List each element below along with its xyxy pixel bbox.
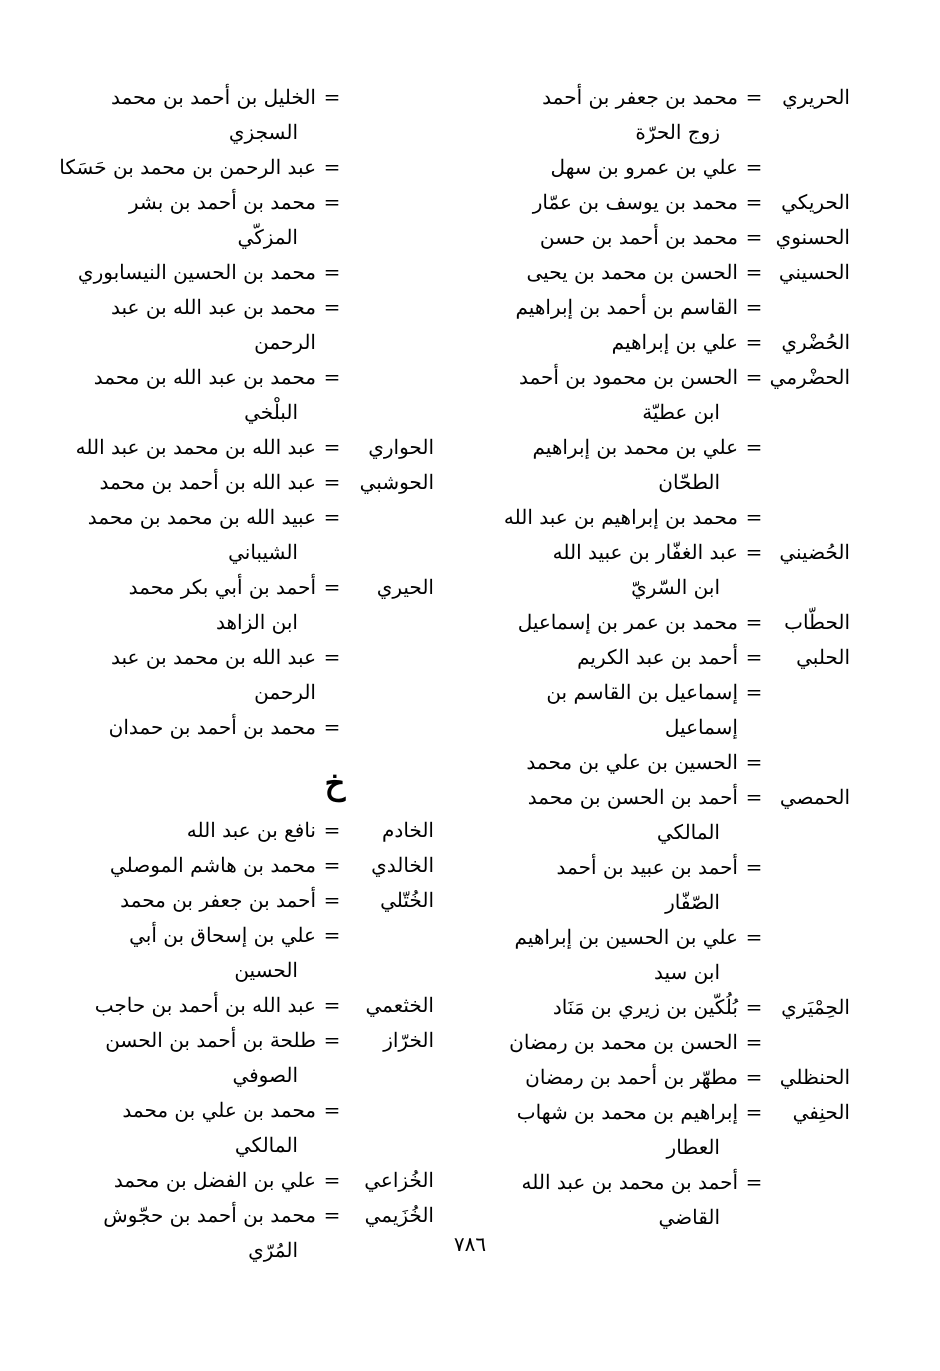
entry-surname: الحوشبي	[359, 470, 434, 494]
equals-sign: =	[745, 1030, 763, 1054]
entry-name: عبد الله بن محمد بن عبد الرحمن	[111, 645, 316, 704]
index-entry	[46, 500, 434, 570]
index-entry	[478, 185, 850, 220]
entry-names	[478, 430, 742, 500]
entry-names	[46, 430, 320, 465]
entry-name: محمد بن أحمد بن حمدان	[108, 715, 316, 739]
index-entry	[478, 220, 850, 255]
entry-name: علي بن إسحاق بن أبي	[129, 923, 316, 947]
index-entry	[46, 465, 434, 500]
index-entry	[46, 360, 434, 430]
entry-names	[478, 220, 742, 255]
entry-name-continuation: المزكّي	[237, 225, 298, 249]
entry-name-continuation: الحسين	[234, 958, 298, 982]
entry-name: بُلُكّين بن زيري بن مَنَاد	[552, 995, 738, 1019]
entry-names	[46, 988, 320, 1023]
entry-names	[46, 1093, 320, 1163]
entry-surname: الخُزاعي	[364, 1168, 434, 1192]
equals-sign: =	[745, 680, 763, 704]
index-entry	[478, 80, 850, 150]
entry-surname: الحريكي	[781, 190, 850, 214]
entry-names	[46, 290, 320, 360]
entry-name: محمد بن عبد الله بن عبد الرحمن	[111, 295, 316, 354]
entry-names	[478, 150, 742, 185]
entry-name: علي بن عمرو بن سهل	[550, 155, 738, 179]
entry-names	[46, 883, 320, 918]
equals-sign: =	[323, 993, 341, 1017]
entry-name: علي بن الحسين بن إبراهيم	[514, 925, 738, 949]
entry-names	[46, 710, 320, 745]
entry-name: عبد الرحمن بن محمد بن حَسَكا	[59, 155, 316, 179]
entry-surname: الحواري	[368, 435, 434, 459]
equals-sign: =	[323, 923, 341, 947]
entry-name: نافع بن عبد الله	[186, 818, 316, 842]
entry-name: أحمد بن جعفر بن محمد	[120, 888, 316, 912]
entry-surname: الحمصي	[779, 785, 850, 809]
entry-surname: الحطّاب	[784, 610, 850, 634]
entry-surname: الحيري	[376, 575, 434, 599]
equals-sign: =	[745, 190, 763, 214]
entry-name-continuation: ابن عطيّة	[642, 400, 720, 424]
entry-name-continuation: ابن الزاهد	[216, 610, 298, 634]
equals-sign: =	[745, 1170, 763, 1194]
index-entry	[478, 675, 850, 745]
entry-names	[46, 570, 320, 640]
index-entry	[46, 290, 434, 360]
entry-names	[478, 675, 742, 745]
entry-names	[478, 780, 742, 850]
entry-name-continuation: زوج الحرّة	[635, 120, 720, 144]
equals-sign: =	[323, 818, 341, 842]
index-entry	[478, 360, 850, 430]
equals-sign: =	[323, 853, 341, 877]
entry-name: أحمد بن عبيد بن أحمد	[556, 855, 738, 879]
entry-surname: الخُزَيمي	[364, 1203, 434, 1227]
entry-names	[46, 918, 320, 988]
equals-sign: =	[323, 260, 341, 284]
index-entry	[478, 990, 850, 1025]
entry-name-continuation: الصوفي	[232, 1063, 298, 1087]
equals-sign: =	[745, 750, 763, 774]
entry-name: محمد بن يوسف بن عمّار	[532, 190, 738, 214]
entry-names	[478, 290, 742, 325]
index-entry	[478, 535, 850, 605]
equals-sign: =	[323, 365, 341, 389]
entry-name-continuation: الصّفّار	[665, 890, 720, 914]
index-entry	[46, 150, 434, 185]
equals-sign: =	[323, 505, 341, 529]
entry-surname: الحُضيني	[779, 540, 850, 564]
entry-surname: الحسنوي	[775, 225, 850, 249]
equals-sign: =	[323, 470, 341, 494]
index-entry	[46, 918, 434, 988]
entry-name: الحسن بن محمد بن رمضان	[509, 1030, 738, 1054]
entry-names	[478, 360, 742, 430]
entry-names	[478, 745, 742, 780]
entry-name-continuation: العطار	[666, 1135, 720, 1159]
index-entry	[46, 710, 434, 745]
entry-names	[46, 813, 320, 848]
entry-names	[478, 185, 742, 220]
entry-surname: الخرّاز	[383, 1028, 434, 1052]
entry-names	[478, 1095, 742, 1165]
equals-sign: =	[323, 645, 341, 669]
entry-surname: الخادم	[382, 818, 434, 842]
entry-name: محمد بن جعفر بن أحمد	[542, 85, 738, 109]
equals-sign: =	[745, 225, 763, 249]
entry-surname: الحريري	[782, 85, 850, 109]
equals-sign: =	[745, 365, 763, 389]
entry-name-continuation: القاضي	[658, 1205, 720, 1229]
index-entry	[46, 80, 434, 150]
entry-surname: الخالدي	[371, 853, 434, 877]
equals-sign: =	[745, 645, 763, 669]
index-entry	[478, 850, 850, 920]
equals-sign: =	[323, 1168, 341, 1192]
entry-name: محمد بن أحمد بن بشر	[128, 190, 316, 214]
right-column	[478, 80, 850, 1235]
entry-name-continuation: المالكي	[656, 820, 720, 844]
index-entry	[478, 290, 850, 325]
entry-name: محمد بن هاشم الموصلي	[109, 853, 316, 877]
equals-sign: =	[323, 715, 341, 739]
equals-sign: =	[745, 330, 763, 354]
entry-name: عبد الله بن أحمد بن محمد	[99, 470, 316, 494]
entry-name: إبراهيم بن محمد بن شهاب	[516, 1100, 738, 1124]
entry-surname: الحنظلي	[779, 1065, 850, 1089]
entry-name-continuation: المالكي	[234, 1133, 298, 1157]
entry-name: مطهّر بن أحمد بن رمضان	[525, 1065, 738, 1089]
left-column-ha-entries	[46, 80, 434, 745]
entry-surname: الحُضْري	[781, 330, 850, 354]
entry-names	[478, 80, 742, 150]
entry-names	[46, 185, 320, 255]
index-entry	[478, 1095, 850, 1165]
equals-sign: =	[745, 260, 763, 284]
entry-name-continuation: المُرّي	[248, 1238, 298, 1262]
entry-name: علي بن محمد بن إبراهيم	[532, 435, 738, 459]
entry-names	[46, 360, 320, 430]
equals-sign: =	[323, 295, 341, 319]
entry-names	[478, 605, 742, 640]
entry-name-continuation: الشيباني	[228, 540, 298, 564]
section-heading: خ	[324, 764, 346, 802]
entry-names	[478, 990, 742, 1025]
entry-names	[46, 848, 320, 883]
entry-name: الحسين بن علي بن محمد	[526, 750, 738, 774]
index-entry	[478, 1060, 850, 1095]
entry-name: عبد الله بن أحمد بن حاجب	[94, 993, 316, 1017]
index-entry	[478, 1025, 850, 1060]
index-entry	[478, 255, 850, 290]
index-entry	[478, 605, 850, 640]
index-entry	[478, 150, 850, 185]
equals-sign: =	[745, 855, 763, 879]
index-entry	[478, 500, 850, 535]
entry-names	[478, 1165, 742, 1235]
entry-name: القاسم بن أحمد بن إبراهيم	[515, 295, 738, 319]
index-entry	[478, 920, 850, 990]
equals-sign: =	[745, 785, 763, 809]
index-entry	[46, 1163, 434, 1198]
entry-names	[46, 255, 320, 290]
entry-names	[46, 500, 320, 570]
entry-surname: الحسيني	[778, 260, 850, 284]
entry-names	[478, 920, 742, 990]
entry-name: أحمد بن عبد الكريم	[577, 645, 738, 669]
equals-sign: =	[323, 155, 341, 179]
index-entry	[46, 640, 434, 710]
entry-name: علي بن الفضل بن محمد	[113, 1168, 316, 1192]
equals-sign: =	[323, 1203, 341, 1227]
equals-sign: =	[323, 575, 341, 599]
entry-names	[478, 1025, 742, 1060]
entry-name: عبد الغفّار بن عبيد الله	[552, 540, 738, 564]
equals-sign: =	[323, 888, 341, 912]
entry-name: الحسن بن محمد بن يحيى	[526, 260, 738, 284]
entry-names	[46, 640, 320, 710]
entry-name: طلحة بن أحمد بن الحسن	[105, 1028, 316, 1052]
entry-name: محمد بن علي بن محمد	[122, 1098, 316, 1122]
entry-name: الخليل بن أحمد بن محمد	[110, 85, 316, 109]
index-entry	[478, 1165, 850, 1235]
entry-name: محمد بن الحسين النيسابوري	[77, 260, 316, 284]
equals-sign: =	[745, 1100, 763, 1124]
entry-name: أحمد بن محمد بن عبد الله	[521, 1170, 738, 1194]
equals-sign: =	[323, 1098, 341, 1122]
entry-names	[46, 1023, 320, 1093]
index-entry	[46, 848, 434, 883]
index-entry	[478, 430, 850, 500]
entry-names	[478, 535, 742, 605]
entry-name: إسماعيل بن القاسم بن إسماعيل	[546, 680, 738, 739]
index-entry	[478, 325, 850, 360]
equals-sign: =	[745, 1065, 763, 1089]
index-entry	[46, 570, 434, 640]
entry-name: علي بن إبراهيم	[611, 330, 738, 354]
page-number: ٧٨٦	[453, 1232, 487, 1256]
entry-names	[46, 80, 320, 150]
entry-surname: الخُتّلي	[380, 888, 434, 912]
equals-sign: =	[745, 610, 763, 634]
index-entry	[46, 813, 434, 848]
entry-name-continuation: الطحّان	[658, 470, 720, 494]
entry-name: أحمد بن أبي بكر محمد	[128, 575, 316, 599]
left-column-kha-entries	[46, 813, 434, 1268]
index-entry	[46, 255, 434, 290]
entry-name: محمد بن أحمد بن حجّوش	[103, 1203, 316, 1227]
index-entry	[46, 185, 434, 255]
index-entry	[46, 883, 434, 918]
entry-surname: الحلبي	[796, 645, 850, 669]
entry-name-continuation: السجزي	[228, 120, 298, 144]
entry-names	[478, 500, 742, 535]
entry-surname: الخثعمي	[365, 993, 434, 1017]
equals-sign: =	[745, 540, 763, 564]
equals-sign: =	[745, 435, 763, 459]
index-entry	[46, 430, 434, 465]
equals-sign: =	[745, 85, 763, 109]
index-entry	[478, 640, 850, 675]
entry-name-continuation: ابن السّريّ	[631, 575, 720, 599]
entry-name: عبد الله بن محمد بن عبد الله	[75, 435, 316, 459]
entry-names	[478, 255, 742, 290]
entry-surname: الحضْرمي	[769, 365, 850, 389]
entry-name-continuation: البلْخي	[244, 400, 298, 424]
equals-sign: =	[745, 505, 763, 529]
entry-names	[46, 465, 320, 500]
equals-sign: =	[745, 995, 763, 1019]
left-column	[46, 80, 434, 1268]
entry-name: محمد بن عمر بن إسماعيل	[517, 610, 738, 634]
entry-name: محمد بن إبراهيم بن عبد الله	[503, 505, 738, 529]
equals-sign: =	[745, 295, 763, 319]
equals-sign: =	[323, 435, 341, 459]
entry-name: الحسن بن محمود بن أحمد	[518, 365, 738, 389]
equals-sign: =	[745, 155, 763, 179]
index-entry	[46, 1093, 434, 1163]
index-entry	[46, 988, 434, 1023]
entry-names	[46, 150, 320, 185]
entry-names	[478, 325, 742, 360]
equals-sign: =	[323, 85, 341, 109]
equals-sign: =	[323, 1028, 341, 1052]
entry-names	[478, 1060, 742, 1095]
entry-name: محمد بن عبد الله بن محمد	[93, 365, 316, 389]
entry-names	[46, 1163, 320, 1198]
entry-surname: الحِمْيَري	[781, 995, 850, 1019]
entry-name: عبيد الله بن محمد بن محمد	[87, 505, 316, 529]
entry-name: أحمد بن الحسن بن محمد	[527, 785, 738, 809]
entry-names	[478, 850, 742, 920]
entry-surname: الحنِفي	[792, 1100, 850, 1124]
equals-sign: =	[745, 925, 763, 949]
entry-name: محمد بن أحمد بن حسن	[539, 225, 738, 249]
index-entry	[478, 780, 850, 850]
index-entry	[478, 745, 850, 780]
index-entry	[46, 1023, 434, 1093]
entry-name-continuation: ابن سيد	[654, 960, 720, 984]
equals-sign: =	[323, 190, 341, 214]
entry-names	[478, 640, 742, 675]
